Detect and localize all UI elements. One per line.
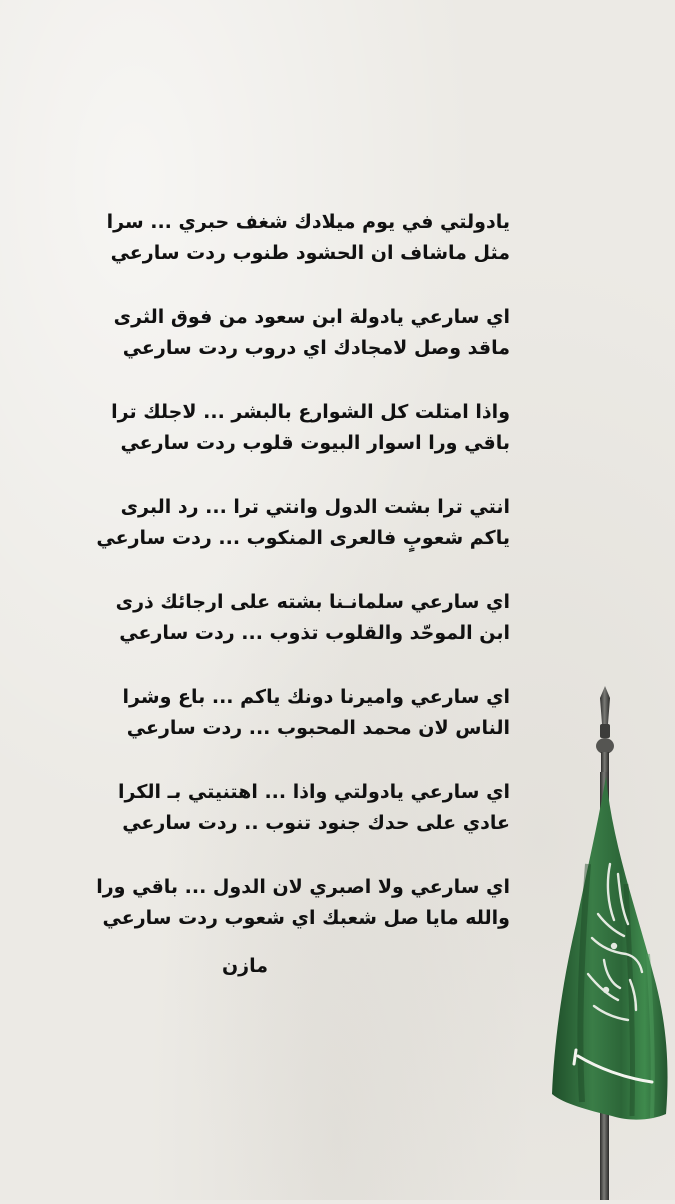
poem-line: مثل ماشاف ان الحشود طنوب ردت سارعي bbox=[110, 242, 510, 264]
poem-line: باقي ورا اسوار البيوت قلوب ردت سارعي bbox=[120, 432, 510, 454]
stanza bbox=[100, 397, 510, 459]
poem-line: الناس لان محمد المحبوب ... ردت سارعي bbox=[126, 717, 510, 739]
poem-line: والله مايا صل شعبك اي شعوب ردت سارعي bbox=[102, 907, 510, 929]
stanza bbox=[100, 682, 510, 744]
stanza bbox=[100, 302, 510, 364]
poem-line: ابن الموحّد والقلوب تذوب ... ردت سارعي bbox=[119, 622, 510, 644]
poem-line: اي سارعي سلمانـنا بشته على ارجائك ذرى bbox=[115, 591, 510, 613]
stanza bbox=[96, 872, 510, 934]
poem-line: اي سارعي يادولتي واذا ... اهتنيتي بـ الكرا bbox=[118, 781, 510, 803]
stanza bbox=[100, 587, 510, 649]
poet-signature: مازن bbox=[221, 955, 269, 977]
poem-line: اي سارعي ولا اصبري لان الدول ... باقي ورا bbox=[96, 876, 510, 898]
poem bbox=[96, 207, 510, 967]
stanza bbox=[100, 207, 510, 269]
poem-line: يادولتي في يوم ميلادك شغف حبري ... سرا bbox=[106, 211, 510, 233]
poem-line: ياكم شعوبٍ فالعرى المنكوب ... ردت سارعي bbox=[96, 527, 510, 549]
stanza bbox=[96, 492, 510, 554]
poem-line: واذا امتلت كل الشوارع بالبشر ... لاجلك ترا bbox=[111, 401, 510, 423]
poem-line: ماقد وصل لامجادك اي دروب ردت سارعي bbox=[122, 337, 510, 359]
poem-line: انتي ترا بشت الدول وانتي ترا ... رد البرى bbox=[120, 496, 510, 518]
poem-line: عادي على حدك جنود تنوب .. ردت سارعي bbox=[122, 812, 510, 834]
stanza bbox=[100, 777, 510, 839]
saudi-flag-icon bbox=[548, 684, 675, 1200]
poem-line: اي سارعي يادولة ابن سعود من فوق الثرى bbox=[113, 306, 510, 328]
poem-line: اي سارعي واميرنا دونك ياكم ... باع وشرا bbox=[122, 686, 510, 708]
